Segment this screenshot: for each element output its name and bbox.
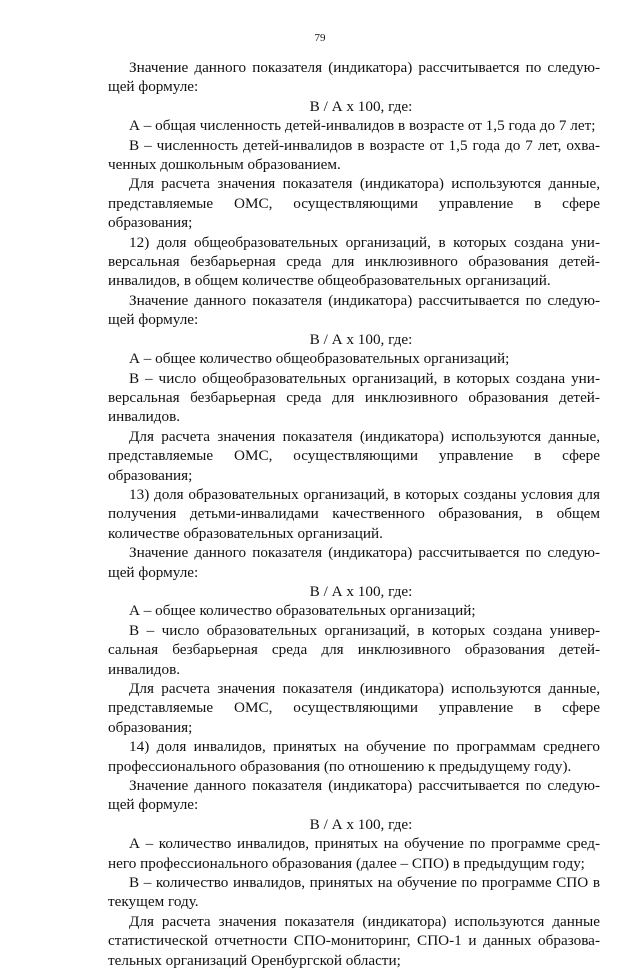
paragraph: Для расчета значения показателя (индикатора) используются данные статистической отчетности СПО-мониторинг, СПО-1 и данных образовательных организаций Оренбургской области; [108,912,600,969]
paragraph: А – общее количество общеобразовательных организаций; [129,350,510,368]
formula: В / А х 100, где: [309,582,413,600]
formula: В / А х 100, где: [309,330,413,348]
paragraph: Значение данного показателя (индикатора) рассчитывается по следующей формуле: [108,291,600,329]
page-number: 79 [314,32,326,44]
document-body [108,58,600,970]
paragraph: А – общее количество образовательных организаций; [129,602,476,620]
paragraph: А – общая численность детей-инвалидов в возрасте от 1,5 года до 7 лет; [129,117,596,135]
paragraph: Для расчета значения показателя (индикатора) используются данные, представляемые ОМС, осуществляющими управление в сфере образования; [108,175,600,232]
paragraph: В – количество инвалидов, принятых на обучение по программе СПО в текущем году. [108,874,600,911]
paragraph: Значение данного показателя (индикатора) рассчитывается по следующей формуле: [108,777,600,814]
paragraph: В – число образовательных организаций, в которых создана универсальная безбарьерная среда для инклюзивного образования детей-инвалидов. [108,621,600,678]
formula: В / А х 100, где: [309,815,413,833]
paragraph: Для расчета значения показателя (индикатора) используются данные, представляемые ОМС, осуществляющими управление в сфере образования; [108,680,600,736]
formula: В / А х 100, где: [309,97,413,115]
paragraph: В – число общеобразовательных организаций, в которых создана универсальная безбарьерная среда для инклюзивного образования детей-инвалидов. [108,369,600,426]
paragraph: А – количество инвалидов, принятых на обучение по программе среднего профессионального образования (далее – СПО) в предыдущим году; [108,835,600,872]
list-item-13: 13) доля образовательных организаций, в которых созданы условия для получения детьми-инвалидами качественного образования, в общем количестве образовательных организаций. [108,485,600,542]
paragraph: Значение данного показателя (индикатора) рассчитывается по следующей формуле: [108,59,600,96]
paragraph: В – численность детей-инвалидов в возрасте от 1,5 года до 7 лет, охваченных дошкольным образованием. [108,136,600,174]
list-item-14: 14) доля инвалидов, принятых на обучение по программам среднего профессионального образования (по отношению к предыдущему году). [108,738,600,775]
list-item-12: 12) доля общеобразовательных организаций, в которых создана универсальная безбарьерная среда для инклюзивного образования детей-инвалидов, в общем количестве общеобразовательных организаций. [108,233,600,290]
paragraph: Значение данного показателя (индикатора) рассчитывается по следующей формуле: [108,544,600,581]
paragraph: Для расчета значения показателя (индикатора) используются данные, представляемые ОМС, осуществляющими управление в сфере образования; [108,427,600,484]
